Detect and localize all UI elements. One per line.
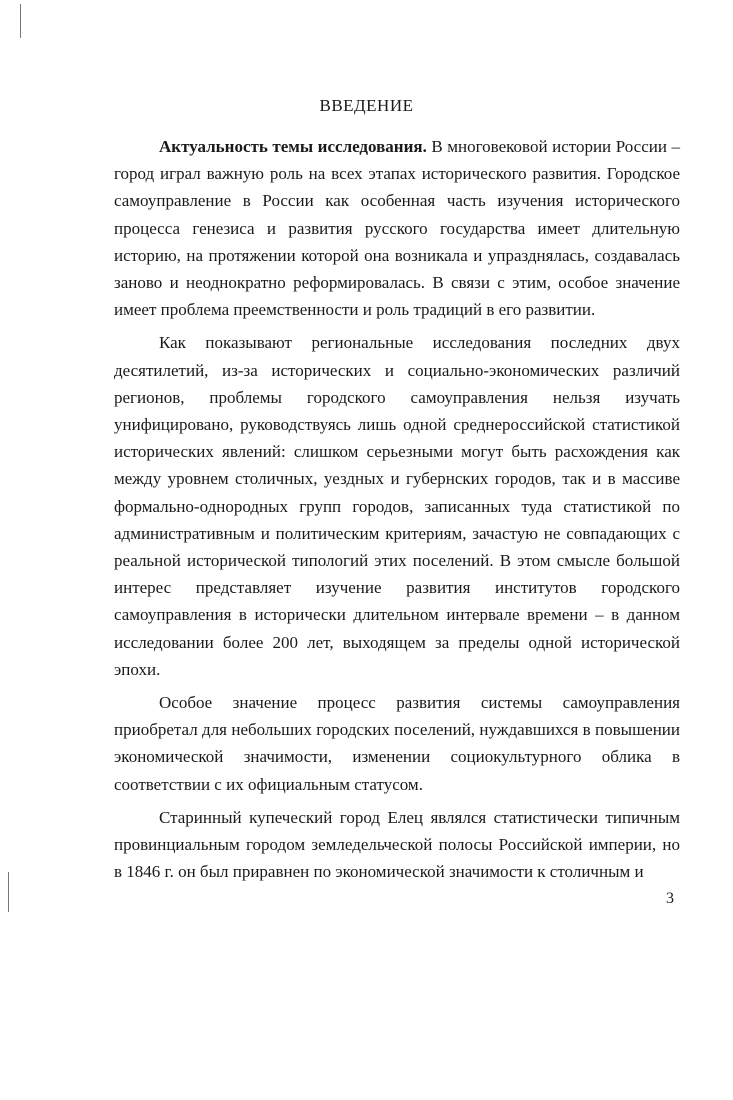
scan-mark-top xyxy=(20,4,21,38)
paragraph-3 xyxy=(114,689,680,798)
paragraph-text: Особое значение процесс развития системы самоуправления приобретал для небольших городских поселений, нуждавшихся в повышении экономической значимости, изменении социокультурного облика в соответствии с их официальным статусом. xyxy=(114,693,680,794)
page-number: 3 xyxy=(666,890,674,907)
paragraph-4 xyxy=(114,804,680,886)
body-text xyxy=(114,133,680,885)
section-heading: ВВЕДЕНИЕ xyxy=(319,96,414,115)
bold-lead: Актуальность темы исследования. xyxy=(159,137,427,156)
paragraph-1 xyxy=(114,133,680,323)
scan-mark-bottom xyxy=(8,872,9,912)
paragraph-text: Старинный купеческий город Елец являлся статистически типичным провинциальным городом земледельческой полосы Российской империи, но в 1846 г. он был приравнен по экономической значимости к столичным и xyxy=(114,807,680,882)
paragraph-2 xyxy=(114,329,680,683)
paragraph-text: В многовековой истории России – город играл важную роль на всех этапах исторического развития. Городское самоуправление в России как особенная часть изучения исторического процесса генезиса и развития русского государства имеет длительную историю, на протяжении которой она возникала и упразднялась, создавалась заново и неоднократно реформировалась. В связи с этим, особое значение имеет проблема преемственности и роль традиций в его развитии. xyxy=(114,137,681,320)
paragraph-text: Как показывают региональные исследования последних двух десятилетий, из-за исторических и социально-экономических различий регионов, проблемы городского самоуправления нельзя изучать унифицировано, руководствуясь лишь одной среднероссийской статистикой исторических явлений: слишком серьезными могут быть расхождения как между уровнем столичных, уездных и губернских городов, так и в массиве формально-однородных групп городов, записанных туда статистикой по административным и политическим критериям, зачастую не совпадающих с реальной исторической типологий этих поселений. В этом смысле большой интерес представляет изучение развития институтов городского самоуправления в исторически длительном интервале времени – в данном исследовании более 200 лет, выходящем за пределы одной исторической эпохи. xyxy=(114,333,680,679)
